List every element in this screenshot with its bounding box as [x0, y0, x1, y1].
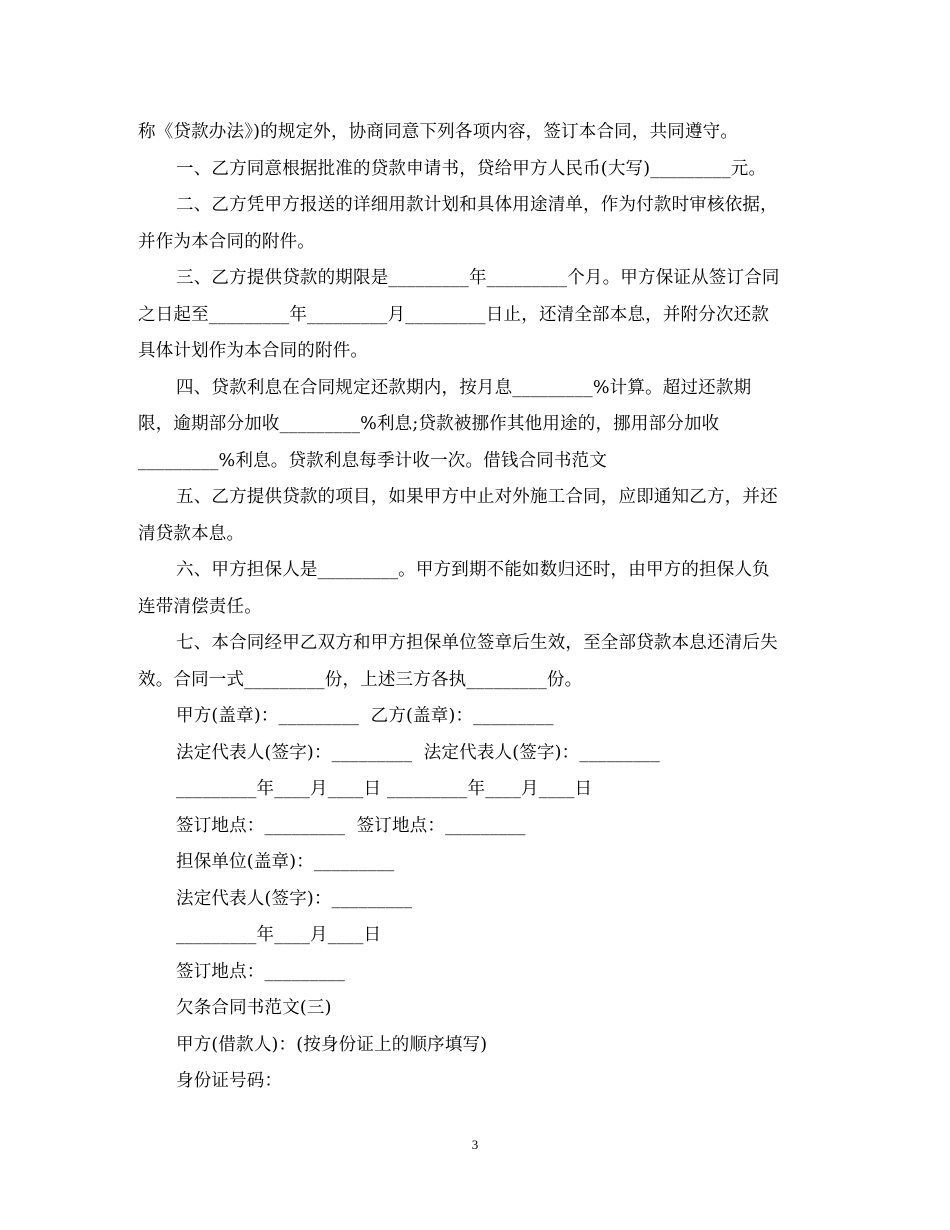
signature-date-line: _________年____月____日 _________年____月____日	[176, 779, 593, 799]
text-line: 之日起至_________年_________月_________日止，还清全部本息，并附分次还款	[138, 304, 770, 325]
section-heading: 欠条合同书范文(三)	[176, 998, 332, 1018]
signature-party-line: 甲方(盖章)：_________ 乙方(盖章)：_________	[176, 706, 554, 726]
clause-one: 一、乙方同意根据批准的贷款申请书，贷给甲方人民币(大写)_________元。	[176, 158, 767, 179]
text-line: 并作为本合同的附件。	[138, 231, 315, 252]
clause-four: 四、贷款利息在合同规定还款期内，按月息_________%计算。超过还款期	[176, 377, 752, 398]
clause-six: 六、甲方担保人是_________。甲方到期不能如数归还时，由甲方的担保人负	[176, 560, 770, 580]
clause-five: 五、乙方提供贷款的项目，如果甲方中止对外施工合同，应即通知乙方，并还	[176, 487, 778, 507]
guarantor-date-line: _________年____月____日	[176, 925, 382, 945]
signature-representative-line: 法定代表人(签字)：_________ 法定代表人(签字)：_________	[176, 742, 660, 763]
guarantor-line: 担保单位(盖章)：_________	[176, 852, 395, 872]
borrower-line: 甲方(借款人)：(按身份证上的顺序填写)	[176, 1034, 488, 1055]
text-line: 效。合同一式_________份，上述三方各执_________份。	[138, 669, 583, 690]
document-body	[138, 114, 810, 1100]
signing-place-line: 签订地点：_________ 签订地点：_________	[176, 815, 526, 836]
text-line: 连带清偿责任。	[138, 596, 262, 617]
text-line: 具体计划作为本合同的附件。	[138, 341, 369, 361]
id-number-line: 身份证号码：	[176, 1071, 283, 1091]
text-line: 限，逾期部分加收_________%利息;贷款被挪作其他用途的，挪用部分加收	[138, 414, 720, 434]
text-line: 清贷款本息。	[138, 523, 245, 544]
guarantor-place-line: 签订地点：_________	[176, 961, 346, 982]
page-number: 3	[471, 1137, 479, 1152]
clause-three: 三、乙方提供贷款的期限是_________年_________个月。甲方保证从签订合同	[176, 268, 780, 288]
text-line: 称《贷款办法》)的规定外，协商同意下列各项内容，签订本合同，共同遵守。	[138, 122, 739, 142]
guarantor-representative-line: 法定代表人(签字)：_________	[176, 888, 413, 909]
clause-seven: 七、本合同经甲乙双方和甲方担保单位签章后生效，至全部贷款本息还清后失	[176, 633, 778, 653]
clause-two: 二、乙方凭甲方报送的详细用款计划和具体用途清单，作为付款时审核依据，	[176, 195, 778, 215]
text-line: _________%利息。贷款利息每季计收一次。借钱合同书范文	[138, 450, 608, 471]
